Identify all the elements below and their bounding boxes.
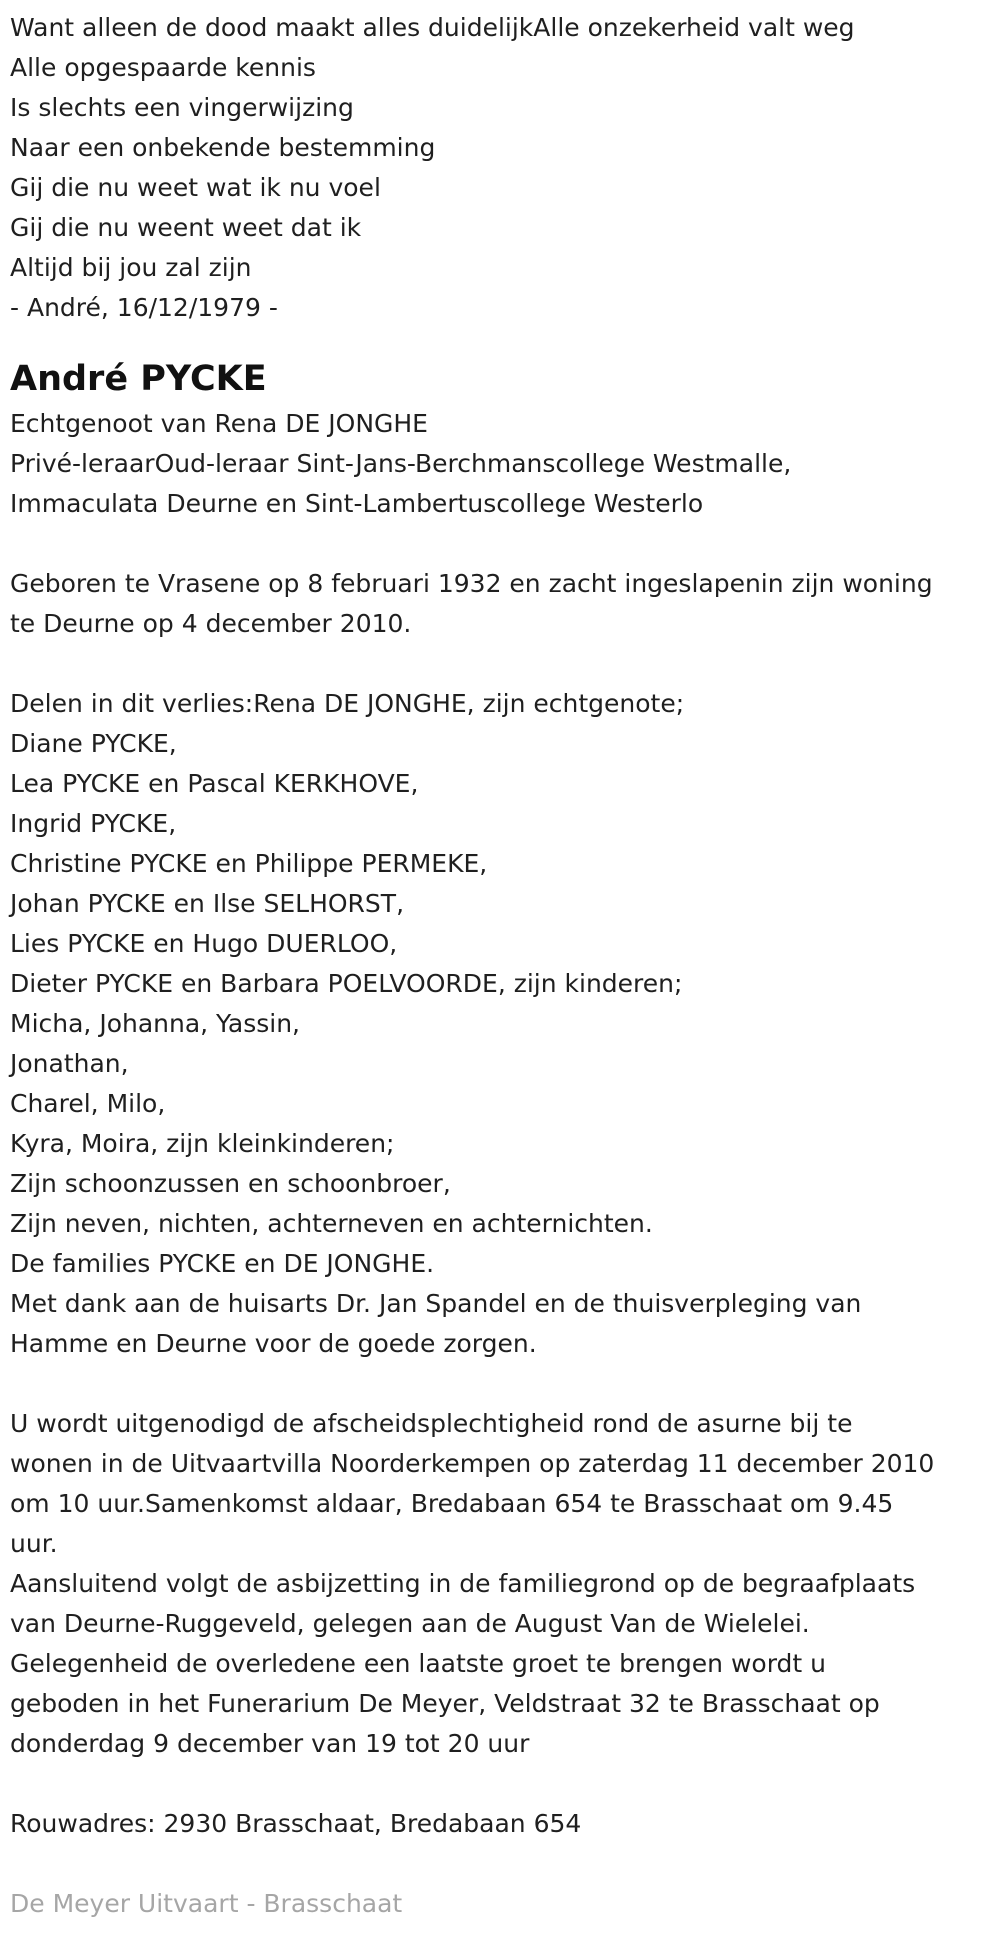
mourners-line: Ingrid PYCKE, bbox=[10, 809, 177, 838]
ceremony-section bbox=[10, 1404, 1000, 1764]
mourners-line: Lea PYCKE en Pascal KERKHOVE, bbox=[10, 769, 419, 798]
ceremony-line: om 10 uur.Samenkomst aldaar, Bredabaan 654 te Brasschaat om 9.45 bbox=[10, 1489, 894, 1518]
mourners-line: Met dank aan de huisarts Dr. Jan Spandel en de thuisverpleging van bbox=[10, 1289, 862, 1318]
spouse-line: Echtgenoot van Rena DE JONGHE bbox=[10, 409, 428, 438]
ceremony-line: Gelegenheid de overledene een laatste groet te brengen wordt u bbox=[10, 1649, 827, 1678]
poem-signature: - André, 16/12/1979 - bbox=[10, 293, 278, 322]
funeral-home-credit: De Meyer Uitvaart - Brasschaat bbox=[10, 1889, 403, 1918]
spacer bbox=[10, 1364, 1000, 1404]
spacer bbox=[10, 524, 1000, 564]
mourners-line: Delen in dit verlies:Rena DE JONGHE, zijn echtgenote; bbox=[10, 689, 685, 718]
poem-line: Alle opgespaarde kennis bbox=[10, 53, 316, 82]
deceased-section bbox=[10, 354, 1000, 524]
mourners-line: Lies PYCKE en Hugo DUERLOO, bbox=[10, 929, 398, 958]
mourners-line: Micha, Johanna, Yassin, bbox=[10, 1009, 300, 1038]
poem-line: Naar een onbekende bestemming bbox=[10, 133, 436, 162]
poem-line: Is slechts een vingerwijzing bbox=[10, 93, 354, 122]
birth-death-line: Geboren te Vrasene op 8 februari 1932 en zacht ingeslapenin zijn woning bbox=[10, 569, 933, 598]
mourners-line: Johan PYCKE en Ilse SELHORST, bbox=[10, 889, 405, 918]
footer bbox=[10, 1884, 1000, 1924]
mourners-line: Hamme en Deurne voor de goede zorgen. bbox=[10, 1329, 537, 1358]
ceremony-line: Aansluitend volgt de asbijzetting in de familiegrond op de begraafplaats bbox=[10, 1569, 916, 1598]
mourners-line: Jonathan, bbox=[10, 1049, 129, 1078]
mourners-line: Christine PYCKE en Philippe PERMEKE, bbox=[10, 849, 488, 878]
birth-death-section bbox=[10, 564, 1000, 644]
ceremony-line: van Deurne-Ruggeveld, gelegen aan de August Van de Wielelei. bbox=[10, 1609, 810, 1638]
mourners-line: Diane PYCKE, bbox=[10, 729, 177, 758]
mourners-line: Dieter PYCKE en Barbara POELVOORDE, zijn kinderen; bbox=[10, 969, 683, 998]
ceremony-line: U wordt uitgenodigd de afscheidsplechtigheid rond de asurne bij te bbox=[10, 1409, 853, 1438]
mourners-line: De families PYCKE en DE JONGHE. bbox=[10, 1249, 435, 1278]
spacer bbox=[10, 1844, 1000, 1884]
ceremony-line: uur. bbox=[10, 1529, 58, 1558]
deceased-name: André PYCKE bbox=[10, 359, 267, 399]
ceremony-line: wonen in de Uitvaartvilla Noorderkempen op zaterdag 11 december 2010 bbox=[10, 1449, 935, 1478]
poem-line: Want alleen de dood maakt alles duidelijkAlle onzekerheid valt weg bbox=[10, 13, 855, 42]
mourners-line: Charel, Milo, bbox=[10, 1089, 166, 1118]
mourning-address: Rouwadres: 2930 Brasschaat, Bredabaan 654 bbox=[10, 1809, 582, 1838]
mourners-line: Zijn neven, nichten, achterneven en achternichten. bbox=[10, 1209, 653, 1238]
poem-line: Gij die nu weent weet dat ik bbox=[10, 213, 362, 242]
poem-section bbox=[10, 8, 1000, 328]
occupation-line: Privé-leraarOud-leraar Sint-Jans-Berchmanscollege Westmalle, bbox=[10, 449, 792, 478]
occupation-line: Immaculata Deurne en Sint-Lambertuscollege Westerlo bbox=[10, 489, 704, 518]
spacer bbox=[10, 1764, 1000, 1804]
ceremony-line: donderdag 9 december van 19 tot 20 uur bbox=[10, 1729, 530, 1758]
mourners-section bbox=[10, 684, 1000, 1364]
ceremony-line: geboden in het Funerarium De Meyer, Veldstraat 32 te Brasschaat op bbox=[10, 1689, 880, 1718]
mourners-line: Zijn schoonzussen en schoonbroer, bbox=[10, 1169, 451, 1198]
poem-line: Altijd bij jou zal zijn bbox=[10, 253, 252, 282]
address-section bbox=[10, 1804, 1000, 1844]
spacer bbox=[10, 328, 1000, 348]
mourners-line: Kyra, Moira, zijn kleinkinderen; bbox=[10, 1129, 395, 1158]
birth-death-line: te Deurne op 4 december 2010. bbox=[10, 609, 412, 638]
poem-line: Gij die nu weet wat ik nu voel bbox=[10, 173, 381, 202]
spacer bbox=[10, 644, 1000, 684]
